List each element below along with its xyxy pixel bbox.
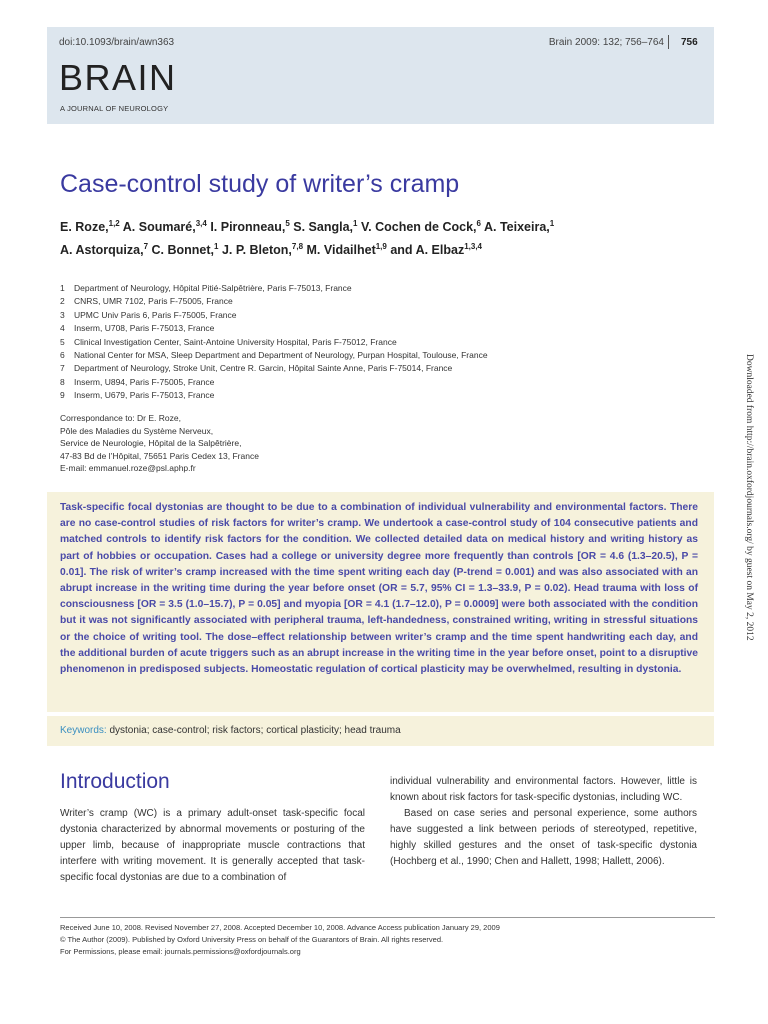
affiliation-item: 1 Department of Neurology, Hôpital Pitié-Salpêtrière, Paris F-75013, France (60, 283, 352, 293)
page-number: 756 (681, 37, 698, 48)
correspondence-email[interactable]: E-mail: emmanuel.roze@psl.aphp.fr (60, 463, 196, 474)
correspondence-line: 47-83 Bd de l’Hôpital, 75651 Paris Cedex 13, France (60, 450, 259, 461)
author: J. P. Bleton,$^{7,8}$ (221, 242, 304, 258)
affiliation-item: 3 UPMC Univ Paris 6, Paris F-75005, France (60, 309, 237, 320)
author: A. Teixeira,$^1$ (483, 219, 555, 235)
affiliation-item: 5 Clinical Investigation Center, Saint-Antoine University Hospital, Paris F-75012, France (60, 336, 397, 347)
article-title: Case-control study of writer’s cramp (60, 170, 460, 198)
footer-line: For Permissions, please email: journals.permissions@oxfordjournals.org (60, 947, 301, 957)
affiliation-item: 8 Inserm, U894, Paris F-75005, France (60, 376, 215, 387)
correspondence-line: Pôle des Maladies du Système Nerveux, (60, 425, 214, 436)
author: V. Cochen de Cock,$^6$ (360, 219, 481, 235)
affiliation-item: 7 Department of Neurology, Stroke Unit, Centre R. Garcin, Hôpital Sainte Anne, Paris F-75014, France (60, 363, 453, 374)
author: S. Sangla,$^1$ (293, 219, 358, 235)
author: I. Pironneau,$^5$ (210, 219, 290, 235)
author-list (60, 214, 660, 260)
footer-line: Received June 10, 2008. Revised November 27, 2008. Accepted December 10, 2008. Advance Access publication January 29, 2009 (60, 923, 500, 932)
journal-subtitle: A JOURNAL OF NEUROLOGY (60, 104, 169, 113)
affiliation-item: 2 CNRS, UMR 7102, Paris F-75005, France (60, 296, 233, 307)
author: E. Roze,$^{1,2}$ (60, 219, 120, 235)
intro-paragraph: individual vulnerability and environmental factors. However, little is known about risk factors for task-specific dystonias, including WC. (390, 776, 697, 803)
keywords-line (60, 725, 401, 736)
correspondence-line: Correspondance to: Dr E. Roze, (60, 413, 181, 423)
footer-line: © The Author (2009). Published by Oxford University Press on behalf of the Guarantors of Brain. All rights reserved. (60, 935, 444, 945)
publication-footer (60, 922, 500, 959)
section-heading-introduction: Introduction (60, 770, 170, 793)
citation-label: Brain 2009: 132; 756–764 (548, 37, 664, 48)
abstract-text: Task-specific focal dystonias are thought to be due to a combination of individual vulnerability and environmental factors. There are no case-control studies of risk factors for writer’s cramp. We undertook a case-control study of 104 consecutive patients and matched controls to identify risk factors for the condition. We collected detailed data on medical history and writing history as part of hobbies or occupation. Cases had a college or university degree more frequently than controls [OR = 4.6 (1.3–20.5), P = 0.01]. The risk of writer’s cramp increased with the time spent writing each day (P-trend = 0.001) and was also associated with an abrupt increase in the writing time during the year before onset (OR = 5.7, 95% CI = 1.3–33.9, P = 0.02). Head trauma with loss of consciousness [OR = 3.5 (1.0–15.7), P = 0.05] and myopia [OR = 4.1 (1.7–12.0), P = 0.0009] were both associated with the condition but it was not significantly associated with peripheral trauma, left-handedness, constrained writing, writing in stressful situations or the choice of writing tool. The dose–effect relationship between writer’s cramp and the time spent handwriting each day, and the additional burden of acute triggers such as an abrupt increase in the writing time in the year before onset, point to a disruptive phenomenon in predisposed subjects. Homeostatic regulation of cortical plasticity may be overwhelmed, resulting in dystonia. (60, 502, 698, 676)
author: A. Astorquiza,$^7$ (60, 242, 149, 258)
correspondence-block (60, 412, 259, 475)
journal-logo: BRAIN (59, 57, 177, 98)
affiliation-list (60, 282, 488, 403)
intro-paragraph: Based on case series and personal experience, some authors have suggested a link between periods of stereotyped, repetitive, highly skilled gestures and the onset of task-specific dystonia (Hochberg et al., 1990; Chen and Hallett, 1998; Hallett, 2006). (390, 808, 697, 867)
affiliation-item: 6 National Center for MSA, Sleep Department and Department of Neurology, Purpan Hospital, Toulouse, France (60, 350, 488, 361)
correspondence-line: Service de Neurologie, Hôpital de la Salpêtrière, (60, 438, 242, 449)
keywords-text: dystonia; case-control; risk factors; cortical plasticity; head trauma (109, 725, 401, 736)
intro-paragraph-left: Writer’s cramp (WC) is a primary adult-onset task-specific focal dystonia characterized by abnormal movements or posturing of the upper limb, because of inappropriate muscle contractions that interfere with writing movement. It is generally accepted that task-specific focal dystonias are due to a combination of (60, 808, 365, 883)
keywords-label: Keywords: (60, 725, 107, 736)
doi-label[interactable]: doi:10.1093/brain/awn363 (59, 37, 175, 48)
intro-column-right (390, 774, 697, 870)
affiliation-item: 9 Inserm, U679, Paris F-75013, France (60, 390, 215, 401)
download-watermark-text[interactable]: Downloaded from http://brain.oxfordjournals.org/ by guest on May 2, 2012 (744, 354, 754, 641)
affiliation-item: 4 Inserm, U708, Paris F-75013, France (60, 323, 215, 334)
author: M. Vidailhet$^{1,9}$ (306, 242, 387, 258)
header-divider (668, 35, 669, 49)
author: C. Bonnet,$^1$ (151, 242, 219, 258)
author: A. Soumaré,$^{3,4}$ (122, 219, 207, 235)
footer-divider (60, 917, 715, 918)
download-watermark (742, 354, 754, 698)
author: and A. Elbaz$^{1,3,4}$ (390, 242, 482, 258)
